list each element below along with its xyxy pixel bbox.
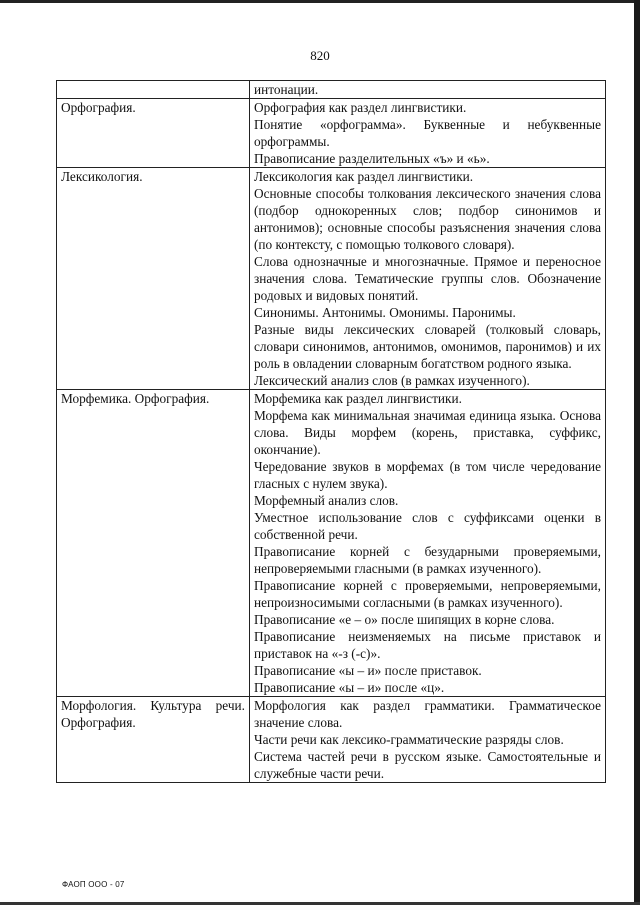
topic-label: Орфография.: [61, 100, 136, 115]
content-item: Основные способы толкования лексического значения слова (подбор однокоренных слов; подбор синонимов и антонимов); основные способы разъяснения значения слова (по контексту, с помощью толкового словаря).: [254, 186, 601, 252]
content-item: интонации.: [254, 82, 319, 97]
content-item: Правописание «е – о» после шипящих в корне слова.: [254, 612, 555, 627]
content-cell: [250, 99, 606, 168]
content-item: Правописание «ы – и» после приставок.: [254, 663, 482, 678]
content-item: Лексический анализ слов (в рамках изученного).: [254, 373, 530, 388]
content-cell: [250, 697, 606, 783]
table-body: [57, 81, 606, 783]
content-item: Правописание неизменяемых на письме приставок и приставок на «-з (-с)».: [254, 629, 601, 661]
content-item: Правописание «ы – и» после «ц».: [254, 680, 445, 695]
content-item: Морфемика как раздел лингвистики.: [254, 391, 462, 406]
table-row: [57, 81, 606, 99]
page-number: 820: [310, 48, 330, 63]
content-item: Система частей речи в русском языке. Самостоятельные и служебные части речи.: [254, 749, 601, 781]
topic-cell: [57, 81, 250, 99]
content-cell: [250, 168, 606, 390]
content-item: Части речи как лексико-грамматические разряды слов.: [254, 732, 564, 747]
topic-cell: [57, 99, 250, 168]
table-row: [57, 168, 606, 390]
scan-edge-top: [0, 0, 640, 3]
content-item: Морфология как раздел грамматики. Грамматическое значение слова.: [254, 698, 601, 730]
content-item: Морфемный анализ слов.: [254, 493, 399, 508]
topic-label: Лексикология.: [61, 169, 143, 184]
content-item: Правописание разделительных «ъ» и «ь».: [254, 151, 490, 166]
topic-cell: [57, 390, 250, 697]
topic-cell: [57, 697, 250, 783]
content-item: Морфема как минимальная значимая единица языка. Основа слова. Виды морфем (корень, приставка, суффикс, окончание).: [254, 408, 601, 457]
content-cell: [250, 81, 606, 99]
table-row: [57, 99, 606, 168]
scan-edge-right: [634, 0, 640, 905]
topic-label: Морфология. Культура речи. Орфография.: [61, 698, 245, 730]
footer-document-code: ФАОП ООО - 07: [62, 880, 125, 889]
topic-cell: [57, 168, 250, 390]
content-item: Чередование звуков в морфемах (в том числе чередование гласных с нулем звука).: [254, 459, 601, 491]
content-item: Орфография как раздел лингвистики.: [254, 100, 467, 115]
content-item: Правописание корней с безударными проверяемыми, непроверяемыми гласными (в рамках изученного).: [254, 544, 601, 576]
content-item: Слова однозначные и многозначные. Прямое и переносное значения слова. Тематические группы слов. Обозначение родовых и видовых понятий.: [254, 254, 601, 303]
table-row: [57, 697, 606, 783]
content-item: Уместное использование слов с суффиксами оценки в собственной речи.: [254, 510, 601, 542]
topic-label: Морфемика. Орфография.: [61, 391, 210, 406]
content-cell: [250, 390, 606, 697]
content-item: Понятие «орфограмма». Буквенные и небуквенные орфограммы.: [254, 117, 601, 149]
table-row: [57, 390, 606, 697]
curriculum-table: [56, 80, 606, 783]
content-item: Синонимы. Антонимы. Омонимы. Паронимы.: [254, 305, 516, 320]
content-item: Разные виды лексических словарей (толковый словарь, словари синонимов, антонимов, омонимов, паронимов) и их роль в овладении словарным богатством родного языка.: [254, 322, 601, 371]
content-item: Лексикология как раздел лингвистики.: [254, 169, 474, 184]
content-item: Правописание корней с проверяемыми, непроверяемыми, непроизносимыми согласными (в рамках изученного).: [254, 578, 601, 610]
